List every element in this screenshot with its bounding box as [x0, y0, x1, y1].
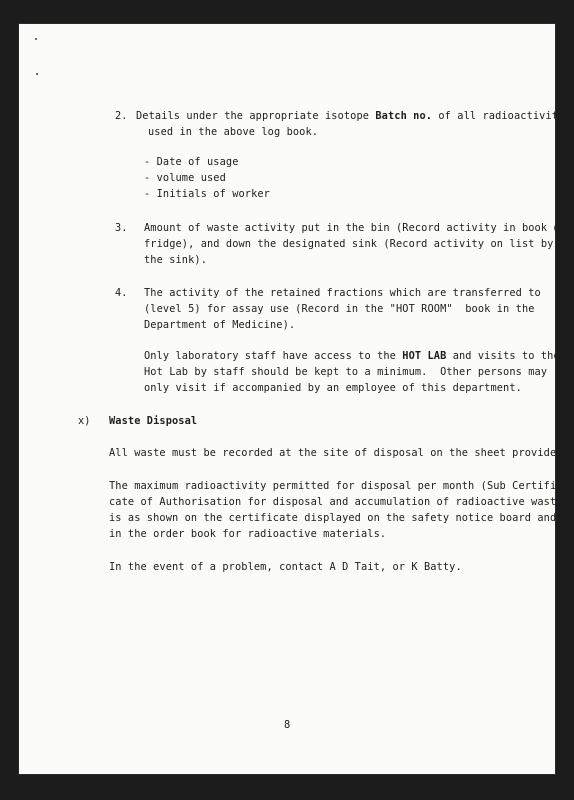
item-2-bullet: - Initials of worker — [144, 188, 270, 200]
hot-lab-paragraph-line: Hot Lab by staff should be kept to a minimum. Other persons may — [144, 366, 548, 378]
batch-no-emphasis: Batch no. — [375, 110, 433, 122]
item-2-line-1: Details under the appropriate isotope Batch no. of all radioactivity — [136, 110, 565, 122]
item-2-bullet: - volume used — [144, 172, 226, 184]
item-4-line: The activity of the retained fractions which are transferred to — [144, 287, 541, 299]
item-4-line: (level 5) for assay use (Record in the "HOT ROOM" book in the — [144, 303, 535, 315]
item-4-number: 4. — [115, 287, 128, 299]
paper-speck — [35, 38, 37, 40]
item-3-line: Amount of waste activity put in the bin (Record activity in book on — [144, 222, 567, 234]
item-3-line: fridge), and down the designated sink (Record activity on list by — [144, 238, 554, 250]
waste-paragraph-2-line: cate of Authorisation for disposal and accumulation of radioactive waste) — [109, 496, 569, 508]
hot-lab-paragraph-line: only visit if accompanied by an employee of this department. — [144, 382, 522, 394]
hot-lab-paragraph-line-1: Only laboratory staff have access to the HOT LAB and visits to the — [144, 350, 560, 362]
item-2-number: 2. — [115, 110, 128, 122]
item-3-line: the sink). — [144, 254, 207, 266]
waste-paragraph-2-line: The maximum radioactivity permitted for disposal per month (Sub Certifi- — [109, 480, 563, 492]
section-label: x) — [78, 415, 91, 427]
waste-paragraph-1: All waste must be recorded at the site of disposal on the sheet provided. — [109, 447, 569, 459]
waste-paragraph-2-line: is as shown on the certificate displayed on the safety notice board and — [109, 512, 557, 524]
waste-paragraph-2-line: in the order book for radioactive materials. — [109, 528, 387, 540]
hot-lab-emphasis: HOT LAB — [402, 350, 447, 362]
item-3-number: 3. — [115, 222, 128, 234]
item-4-line: Department of Medicine). — [144, 319, 296, 331]
item-2-line-2: used in the above log book. — [148, 126, 319, 138]
page-number: 8 — [284, 719, 291, 731]
item-2-bullet: - Date of usage — [144, 156, 239, 168]
document-page — [19, 24, 569, 774]
section-heading: Waste Disposal — [109, 415, 198, 427]
contact-paragraph: In the event of a problem, contact A D Tait, or K Batty. — [109, 561, 462, 573]
paper-speck — [36, 73, 38, 75]
